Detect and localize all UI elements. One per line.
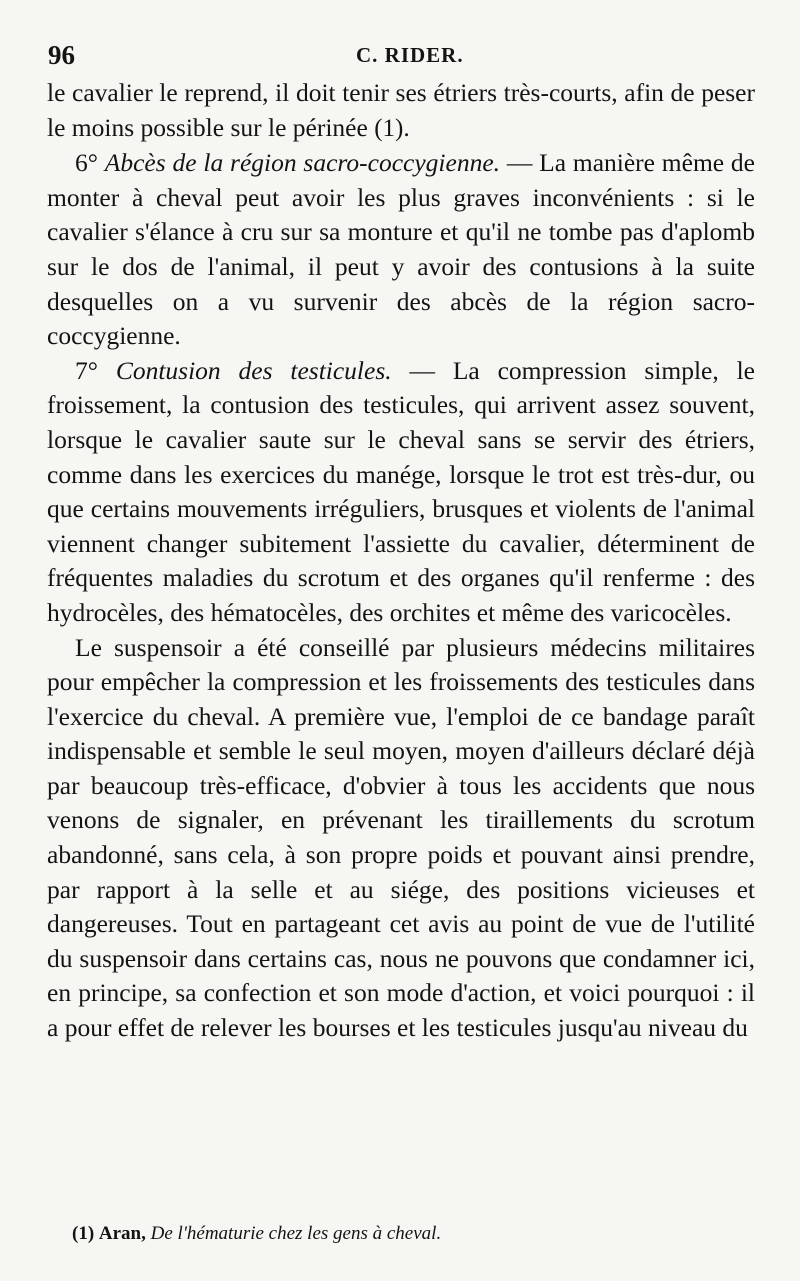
- paragraph-text: le cavalier le reprend, il doit tenir ses étriers très-courts, afin de peser le moins possible sur le périnée: [47, 78, 755, 142]
- section-text: — La compression simple, le froissement, la contusion des testicules, qui arrivent assez souvent, lorsque le cavalier saute sur le cheval sans se servir des étriers, comme dans les exercices du manége, lorsque le trot est très-dur, ou que certains mouvements irréguliers, brusques et violents de l'animal viennent changer subitement l'assiette du cavalier, déterminent de fréquentes maladies du scrotum et des organes qu'il renferme : des hydrocèles, des hématocèles, des orchites et même des varicocèles.: [47, 355, 755, 627]
- header-author: C. RIDER.: [356, 43, 464, 67]
- paragraph-continuation: [47, 76, 755, 146]
- page-number: 96: [48, 40, 75, 70]
- section-number: 7°: [75, 355, 116, 385]
- section-title: Contusion des testicules.: [115, 355, 392, 385]
- section-text: — La manière même de monter à cheval peut avoir les plus graves inconvénients : si le cavalier s'élance à cru sur sa monture et qu'il ne tombe pas d'aplomb sur le dos de l'animal, il peut y avoir des contusions à la suite desquelles on a vu survenir des abcès de la région sacro-coccygienne.: [47, 148, 756, 351]
- footnote: [72, 1221, 772, 1247]
- body-text: [47, 76, 755, 1046]
- paragraph-suspensoir: Le suspensoir a été conseillé par plusieurs médecins militaires pour empêcher la compression et les froissements des testicules dans l'exercice du cheval. A première vue, l'emploi de ce bandage paraît indispensable et semble le seul moyen, moyen d'ailleurs déclaré déjà par beaucoup très-efficace, d'obvier à tous les accidents que nous venons de signaler, en prévenant les tiraillements du scrotum abandonné, sans cela, à son propre poids et pouvant ainsi prendre, par rapport à la selle et au siége, des positions vicieuses et dangereuses. Tout en partageant cet avis au point de vue de l'utilité du suspensoir dans certains cas, nous ne pouvons que condamner ici, en principe, sa confection et son mode d'action, et voici pourquoi : il a pour effet de relever les bourses et les testicules jusqu'au niveau du: [47, 632, 755, 1043]
- section-number: 6°: [75, 148, 105, 178]
- paragraph-text: .: [403, 112, 410, 142]
- footnote-author: Aran,: [98, 1223, 146, 1244]
- running-head: [48, 40, 760, 80]
- footnote-title: De l'hématurie chez les gens à cheval.: [150, 1223, 442, 1244]
- section-contusion: [47, 354, 755, 631]
- section-title: Abcès de la région sacro-coccygienne.: [104, 148, 501, 178]
- footnote-reference[interactable]: (1): [374, 114, 404, 142]
- footnote-marker: (1): [72, 1223, 95, 1244]
- section-abces: [47, 146, 755, 354]
